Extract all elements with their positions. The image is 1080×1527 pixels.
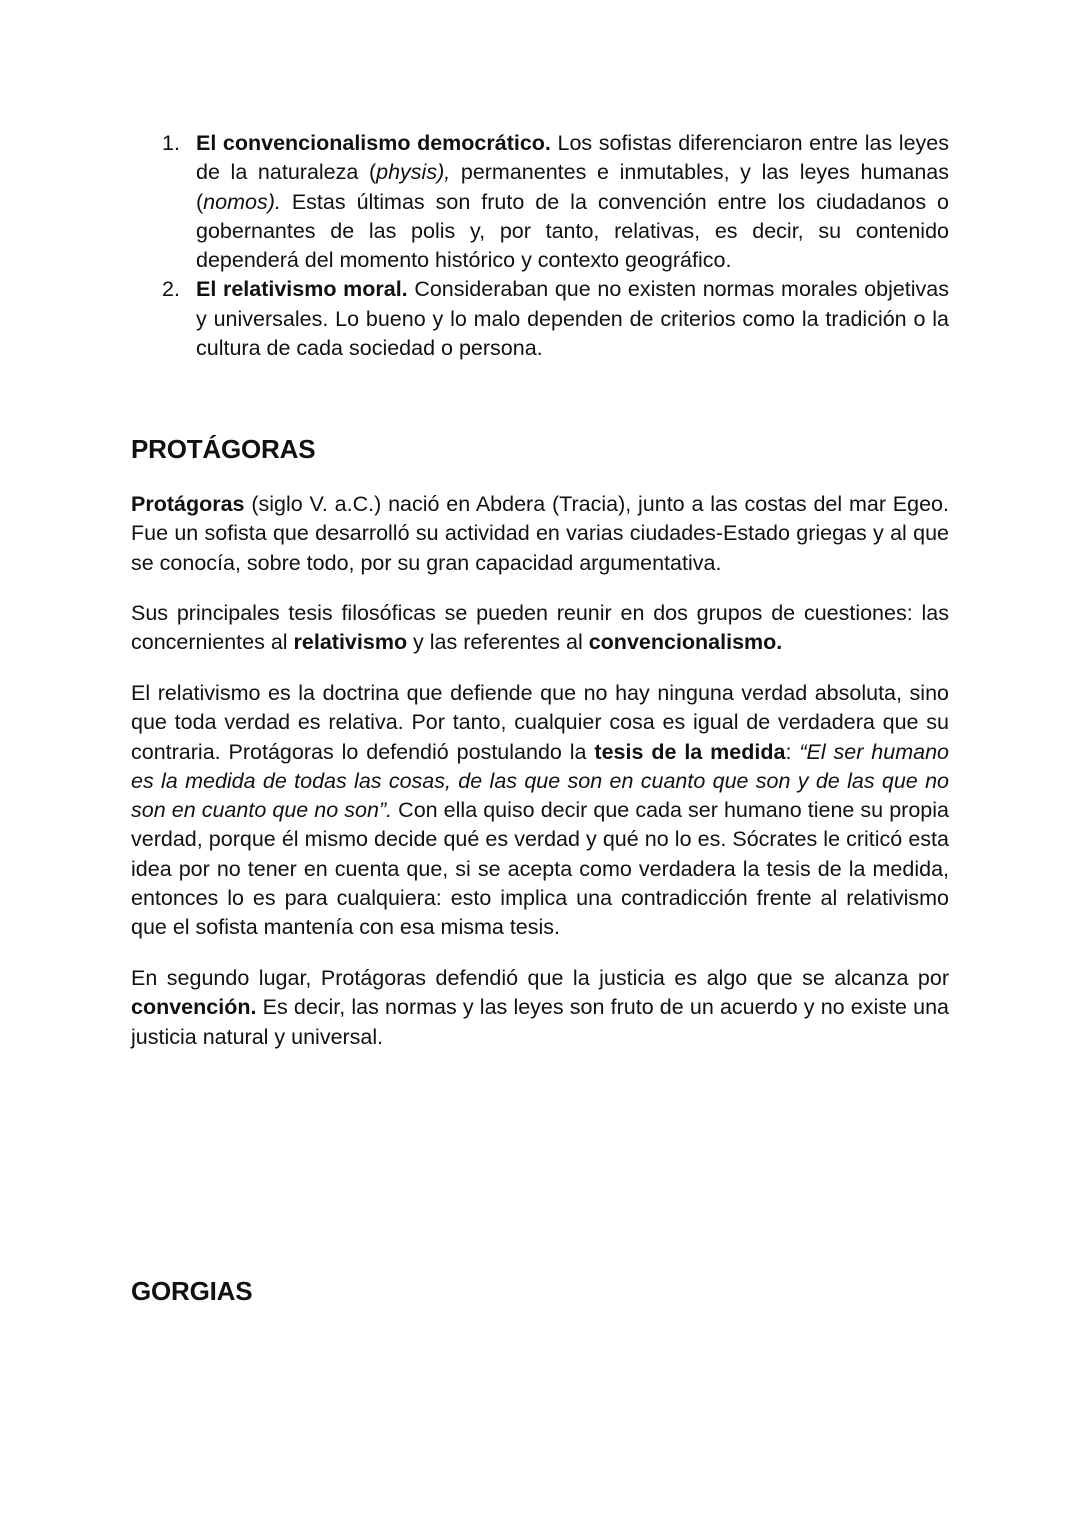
bold-term-convencionalismo: convencionalismo. <box>588 630 783 655</box>
list-item-text: Consideraban que no existen normas morales objetivas y universales. Lo bueno y lo malo dependen de criterios como la tradición o la cultura de cada sociedad o persona. <box>196 277 950 361</box>
section-heading-protagoras: PROTÁGORAS <box>131 434 316 464</box>
paragraph-relativismo <box>131 679 949 943</box>
list-number: 2. <box>162 277 180 302</box>
paragraph-text: : <box>785 739 800 764</box>
section-heading-gorgias: GORGIAS <box>131 1276 253 1306</box>
list-item-text: Los sofistas diferenciaron entre las leyes de la naturaleza ( <box>196 131 949 185</box>
bold-term-convencion: convención. <box>131 995 257 1020</box>
list-item-text: Estas últimas son fruto de la convención entre los ciudadanos o gobernantes de las polis y, por tanto, relativas, es decir, su contenido dependerá del momento histórico y contexto geográfico. <box>196 189 949 273</box>
paragraph-text: En segundo lugar, Protágoras defendió que la justicia es algo que se alcanza por <box>131 966 949 990</box>
term-physis: physis), <box>376 160 451 185</box>
paragraph-text: Es decir, las normas y las leyes son fruto de un acuerdo y no existe una justicia natural y universal. <box>131 995 949 1049</box>
list-item-title: El relativismo moral. <box>196 277 408 302</box>
paragraph-text: Sus principales tesis filosóficas se pueden reunir en dos grupos de cuestiones: las concernientes al <box>131 601 949 655</box>
bold-term-tesis-medida: tesis de la medida <box>594 739 786 764</box>
paragraph-protagoras-bio <box>131 490 949 578</box>
bold-name: Protágoras <box>131 492 245 516</box>
paragraph-text: Con ella quiso decir que cada ser humano tiene su propia verdad, porque él mismo decide qué es verdad y qué no lo es. Sócrates le criticó esta idea por no tener en cuenta que, si se acepta como verdadera la tesis de la medida, entonces lo es para cualquiera: esto implica una contradicción frente al relativismo que el sofista mantenía con esa misma tesis. <box>131 798 949 940</box>
quote-tesis-medida: “El ser humano es la medida de todas las cosas, de las que son en cuanto que son y de las que no son en cuanto que no son”. <box>131 739 950 823</box>
paragraph-text: y las referentes al <box>407 630 589 655</box>
paragraph-text: (siglo V. a.C.) nació en Abdera (Tracia), junto a las costas del mar Egeo. Fue un sofista que desarrolló su actividad en varias ciudades-Estado griegas y al que se conocía, sobre todo, por su gran capacidad argumentativa. <box>131 492 949 575</box>
paragraph-text: El relativismo es la doctrina que defiende que no hay ninguna verdad absoluta, sino que toda verdad es relativa. Por tanto, cualquier cosa es igual de verdadera que su contraria. Protágoras lo defendió postulando la <box>131 681 949 764</box>
list-item-title: El convencionalismo democrático. <box>196 131 551 155</box>
term-nomos: nomos). <box>203 189 281 214</box>
list-number: 1. <box>162 131 180 155</box>
paragraph-convencion <box>131 964 949 1052</box>
bold-term-relativismo: relativismo <box>293 630 408 655</box>
list-item-relativismo-moral <box>131 275 949 363</box>
list-item-convencionalismo <box>131 129 949 275</box>
sophist-theses-list <box>131 129 949 363</box>
paragraph-protagoras-theses <box>131 599 949 658</box>
list-item-text: permanentes e inmutables, y las leyes humanas ( <box>196 160 949 214</box>
